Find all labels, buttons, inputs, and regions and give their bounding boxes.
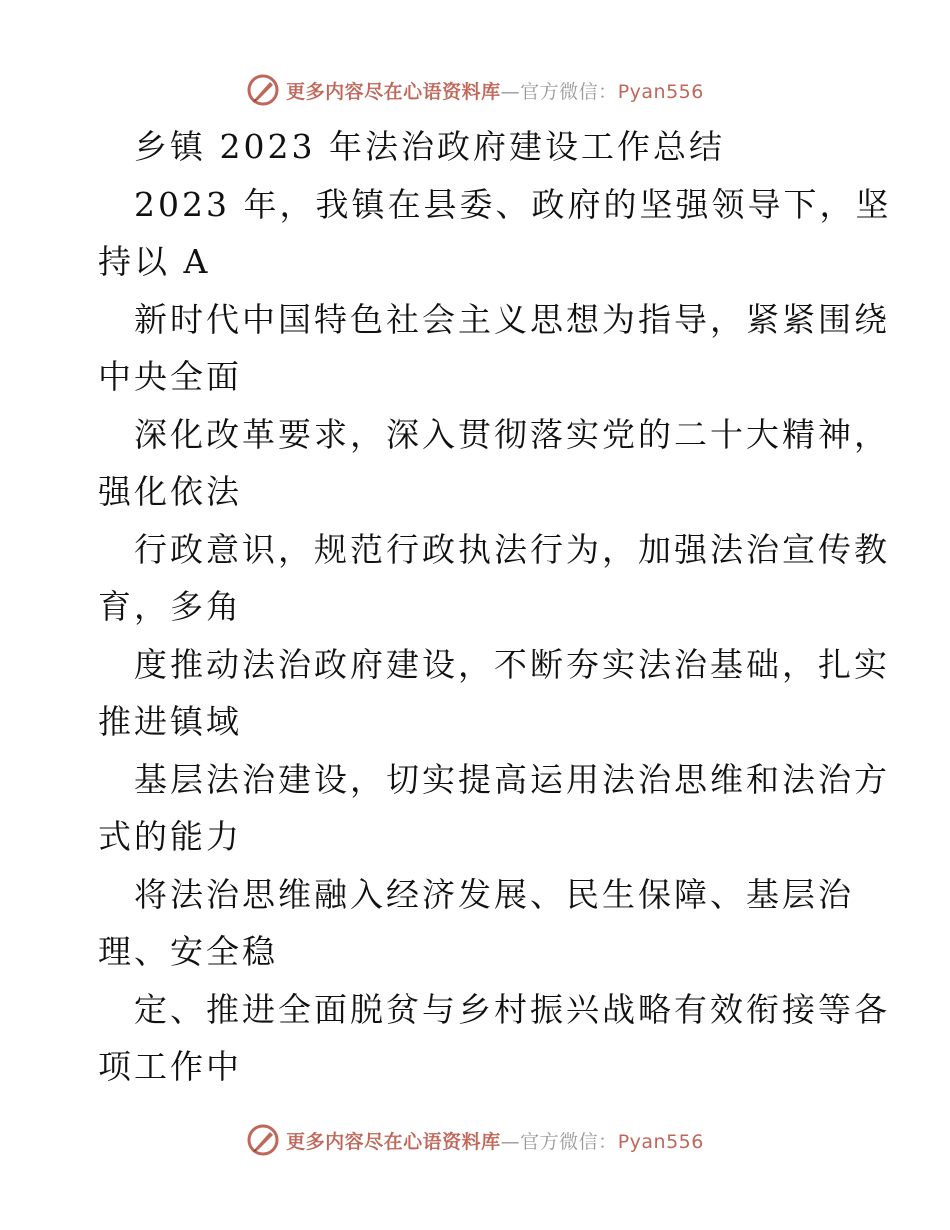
document-line: 行政意识，规范行政执法行为，加强法治宣传教 (134, 529, 890, 569)
document-line: 将法治思维融入经济发展、民生保障、基层治 (134, 874, 854, 914)
quill-pen-circle-icon (246, 73, 280, 107)
document-line: 持以 A (98, 242, 211, 281)
watermark-separator: — (500, 80, 521, 103)
document-line: 式的能力 (98, 817, 242, 856)
watermark-id: Pyan556 (617, 1130, 704, 1153)
header-watermark (0, 70, 950, 110)
document-line: 理、安全稳 (98, 932, 278, 971)
watermark-separator: — (500, 1130, 521, 1153)
document-line: 2023 年，我镇在县委、政府的坚强领导下，坚 (134, 184, 892, 224)
watermark-official: 官方微信： (520, 80, 618, 103)
document-line: 中央全面 (98, 357, 242, 396)
watermark-text (286, 1127, 704, 1154)
watermark-official: 官方微信： (520, 1130, 618, 1153)
watermark-id: Pyan556 (617, 80, 704, 103)
document-line: 推进镇域 (98, 702, 242, 741)
document-line: 育，多角 (98, 587, 242, 626)
watermark-main: 更多内容尽在心语资料库 (286, 1130, 501, 1153)
document-line: 强化依法 (98, 472, 242, 511)
document-body (98, 118, 892, 1096)
document-line: 项工作中 (98, 1047, 242, 1086)
document-line: 深化改革要求，深入贯彻落实党的二十大精神， (134, 414, 890, 454)
watermark-text (286, 77, 704, 104)
document-line: 度推动法治政府建设，不断夯实法治基础，扎实 (134, 644, 890, 684)
document-line: 新时代中国特色社会主义思想为指导，紧紧围绕 (134, 299, 890, 339)
watermark-main: 更多内容尽在心语资料库 (286, 80, 501, 103)
document-title: 乡镇 2023 年法治政府建设工作总结 (134, 127, 725, 166)
document-line: 基层法治建设，切实提高运用法治思维和法治方 (134, 759, 890, 799)
quill-pen-circle-icon (246, 1123, 280, 1157)
document-line: 定、推进全面脱贫与乡村振兴战略有效衔接等各 (134, 989, 890, 1029)
footer-watermark (0, 1120, 950, 1160)
